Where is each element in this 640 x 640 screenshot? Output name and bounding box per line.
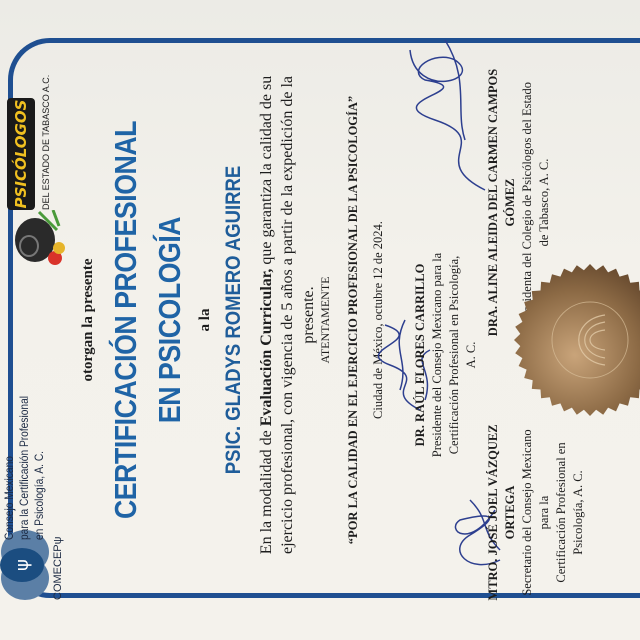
signatory-role: Certificación Profesional en Psicología, A. C.	[447, 255, 478, 455]
svg-text:ψ: ψ	[12, 559, 33, 571]
recipient-name: PSIC. GLADYS ROMERO AGUIRRE	[222, 165, 245, 475]
signatory-flores	[412, 250, 480, 460]
title-line-1: CERTIFICACIÓN PROFESIONAL	[108, 120, 143, 520]
comecep-text	[2, 396, 47, 540]
signatory-role: Presidente del Consejo Mexicano para la	[430, 252, 444, 458]
title-line-2: EN PSICOLOGÍA	[152, 216, 187, 424]
comecep-name: COMECEPψ	[52, 536, 64, 600]
comecep-line: para la Certificación Profesional	[17, 395, 31, 540]
signatory-name: MTRO. JOSÉ JOEL VÁZQUEZ ORTEGA	[486, 424, 517, 601]
signatory-name: DRA. ALINE ALEIDA DEL CARMEN CAMPOS	[486, 68, 500, 337]
psicologos-sub: DEL ESTADO DE TABASCO A.C.	[41, 74, 51, 210]
to-text: a la	[197, 308, 213, 332]
psicologos-tabasco-logo	[5, 74, 67, 270]
body-paragraph	[256, 70, 319, 560]
comecep-line: Consejo Mexicano	[2, 456, 16, 540]
body-bold: Evaluación Curricular,	[258, 268, 275, 427]
body-text: que garantiza la calidad de su ejercicio profesional, con vigencia de 5 años a partir de la expedición de la presente.	[258, 75, 317, 555]
comecep-line: en Psicología, A. C.	[32, 450, 46, 540]
signatory-role: Secretario del Consejo Mexicano para la	[520, 429, 551, 596]
body-text: En la modalidad de	[258, 426, 275, 555]
place-date: Ciudad de México, octubre 12 de 2024.	[371, 221, 385, 419]
signatory-name: DR. RAÚL FLORES CARRILLO	[413, 263, 427, 447]
signatory-vazquez	[485, 420, 587, 605]
comecep-logo	[0, 530, 72, 600]
gold-seal-icon	[510, 260, 640, 420]
signatory-role: Presidenta del Colegio de Psicólogos del Estado	[520, 82, 534, 323]
signatory-role: Certificación Profesional en Psicología, A. C.	[554, 442, 585, 583]
signatory-name: GÓMEZ	[503, 178, 517, 227]
intro-text: otorgan la presente	[80, 258, 96, 382]
closing: ATENTAMENTE	[318, 276, 332, 364]
jars-flowers-icon	[9, 210, 65, 270]
motto: “POR LA CALIDAD EN EL EJERCICIO PROFESIONAL DE LA PSICOLOGÍA”	[346, 95, 360, 545]
signatory-role: de Tabasco, A. C.	[537, 158, 551, 247]
psicologos-name: PSICÓLOGOS	[7, 98, 35, 210]
